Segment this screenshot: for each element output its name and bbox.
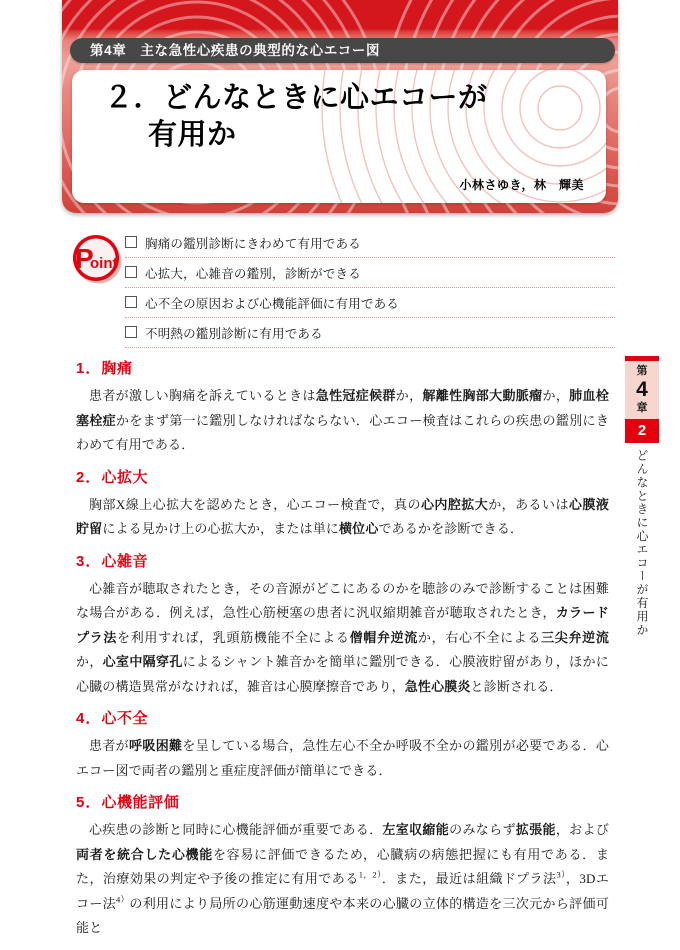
section-paragraph: 胸部X線上心拡大を認めたとき，心エコー検査で，真の心内腔拡大か，あるいは心膜液貯留による見かけ上の心拡大か，または単に横位心であるかを診断できる． (76, 496, 609, 536)
chapter-bar-label: 第4章 主な急性心疾患の典型的な心エコー図 (90, 43, 381, 58)
point-list-item[interactable] (125, 258, 615, 288)
page-title-line-1: ２．どんなときに心エコーが (104, 82, 488, 114)
point-list-item[interactable] (125, 228, 615, 258)
section-heading (76, 708, 609, 730)
tab-chapter-kanji-prefix: 第 (636, 365, 648, 377)
article-body (76, 358, 609, 950)
point-item-label: 心拡大，心雑音の鑑別，診断ができる (145, 266, 361, 281)
tab-chapter-number: 4 (636, 378, 648, 401)
section-number: 3． (76, 552, 102, 570)
authors: 小林さゆき，林 輝美 (459, 178, 584, 192)
checkbox-icon[interactable] (125, 296, 137, 308)
section-title: 心不全 (101, 710, 149, 727)
section-paragraph: 患者が呼吸困難を呈している場合，急性左心不全か呼吸不全かの鑑別が必要である．心エコー図で両者の鑑別と重症度評価が簡単にできる． (76, 738, 609, 778)
section-paragraph: 患者が激しい胸痛を訴えているときは急性冠症候群か，解離性胸部大動脈瘤か，肺血栓塞栓症かをまず第一に鑑別しなければならない．心エコー検査はこれらの疾患の鑑別にきわめて有用である． (76, 388, 609, 452)
checkbox-icon[interactable] (125, 326, 137, 338)
section-heading (76, 358, 609, 380)
point-item-label: 胸痛の鑑別診断にきわめて有用である (145, 236, 361, 251)
checkbox-icon[interactable] (125, 236, 137, 248)
checkbox-icon[interactable] (125, 266, 137, 278)
section-heart-failure (76, 708, 609, 783)
section-paragraph: 心疾患の診断と同時に心機能評価が重要である．左室収縮能のみならず拡張能，および両者を統合した心機能を容易に評価できるため，心臓病の病態把握にも有用である．また，治療効果の判定や予後の推定に有用である$^{1,2)}$．また，最近は組織ドプラ法$^{3)}$，3Dエコー法$^{4)}$の利用により局所の心筋運動速度や本来の心臓の立体的構造を三次元から評価可能と (76, 822, 610, 935)
svg-text:oint: oint (90, 255, 118, 272)
section-number: 2． (76, 468, 102, 486)
section-title: 心拡大 (101, 468, 149, 486)
section-number: 5． (76, 794, 102, 811)
section-heading (76, 792, 609, 814)
section-title: 心雑音 (101, 552, 149, 570)
point-item-label: 不明熱の鑑別診断に有用である (145, 326, 323, 341)
point-badge-icon (70, 232, 124, 286)
section-number: 4． (76, 710, 102, 727)
point-list-item[interactable] (125, 318, 615, 348)
section-cardiomegaly (76, 467, 609, 542)
svg-text:P: P (75, 243, 94, 274)
section-number: 1． (76, 360, 102, 377)
chapter-bar (70, 38, 615, 63)
tab-chapter-kanji-suffix: 章 (636, 402, 648, 414)
section-title: 胸痛 (101, 360, 133, 377)
section-cardiac-function (76, 792, 609, 941)
point-list (125, 228, 615, 348)
page-title-line-2: 有用か (148, 119, 237, 151)
section-heading (76, 551, 609, 573)
title-card (72, 70, 606, 203)
point-list-item[interactable] (125, 288, 615, 318)
point-item-label: 心不全の原因および心機能評価に有用である (145, 296, 400, 311)
tab-section-number: 2 (625, 419, 659, 443)
point-section (62, 228, 618, 346)
section-chest-pain (76, 358, 609, 458)
page-title (104, 80, 574, 154)
tab-chapter-block (625, 361, 659, 419)
side-tab (625, 356, 659, 659)
section-paragraph: 心雑音が聴取されたとき，その音源がどこにあるのかを聴診のみで診断することは困難な場合がある．例えば，急性心筋梗塞の患者に汎収縮期雑音が聴取されたとき，カラードプラ法を利用すれば，乳頭筋機能不全による僧帽弁逆流か，右心不全による三尖弁逆流か，心室中隔穿孔によるシャント雑音かを簡単に鑑別できる．心膜液貯留があり，ほかに心臓の構造異常がなければ，雑音は心膜摩擦音であり，急性心膜炎と診断される． (76, 580, 609, 694)
tab-vertical-title: どんなときに心エコーが有用か (635, 449, 649, 637)
section-title: 心機能評価 (101, 794, 180, 811)
section-heading (76, 467, 609, 489)
section-heart-murmur (76, 551, 609, 700)
